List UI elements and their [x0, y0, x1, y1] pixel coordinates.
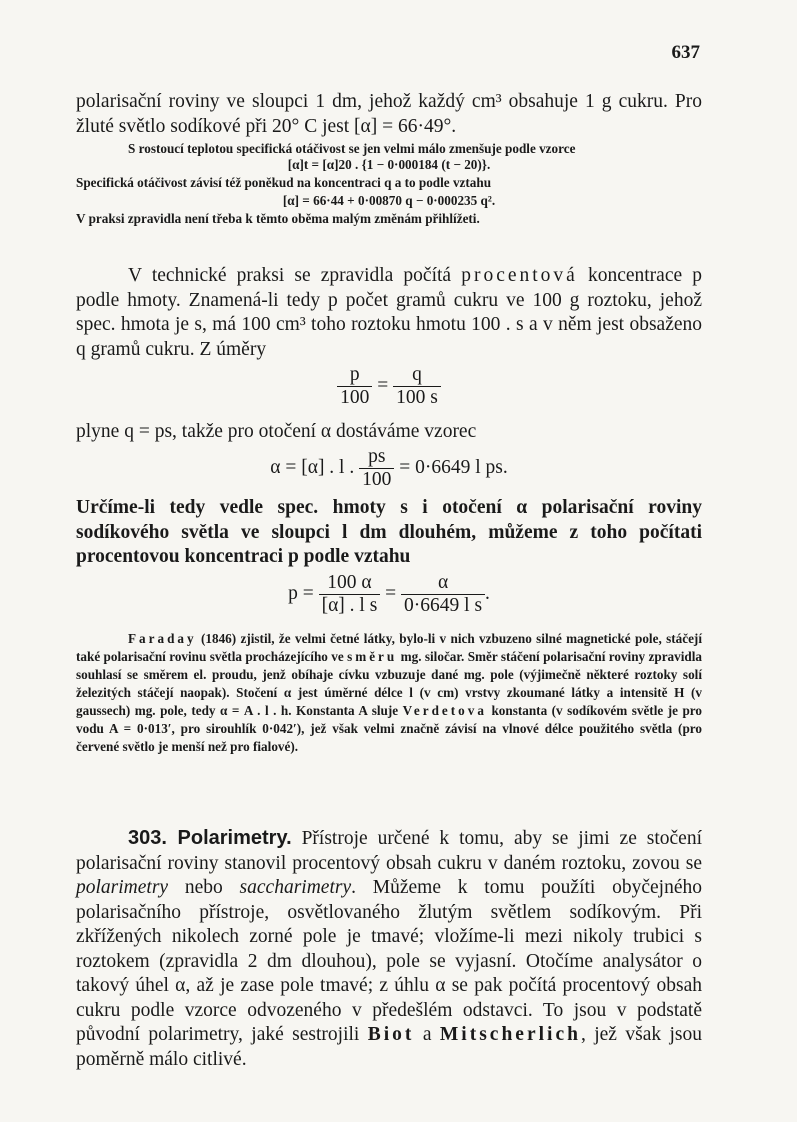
note-text: S rostoucí teplotou specifická otáčivost se jen velmi málo zmenšuje podle vzorce	[128, 141, 576, 156]
text-run: . Můžeme k tomu použíti obyčejného polarisačního přístroje, osvětlovaného žlutým světlem sodíkovým. Při zkřížených nikolech zorné pole je tmavé; vložíme-li mezi nikoly trubici s roztokem (zpravidla 2 dm dlouhou), pole se vyjasní. Otočíme analysátor o takový úhel α, až je zase pole tmavé; z úhlu α se pak počítá procentový obsah cukru podle vzorce odvozeného v předešlém odstavci. To jsou v podstatě původní polarimetry, jaké sestrojili	[76, 877, 702, 1045]
fraction	[393, 364, 441, 409]
text-run: a	[414, 1024, 440, 1045]
paragraph-determination	[76, 496, 702, 570]
name-biot: Biot	[367, 1024, 415, 1045]
period: .	[485, 582, 490, 604]
equation-rotation	[76, 446, 702, 491]
paragraph-technical	[76, 264, 702, 362]
paragraph-intro	[76, 90, 702, 139]
numerator: 100 α	[327, 572, 372, 593]
note-text	[76, 630, 702, 756]
equals-sign: =	[377, 374, 389, 396]
emphasis-procentova: procentová	[461, 265, 578, 286]
denominator: 100	[337, 386, 372, 409]
text-run: koncentrace p podle hmoty. Znamená-li tedy p počet gramů cukru ve 100 g roztoku, jehož spec. hmota je s, má 100 cm³ toho roztoku hmotu 100 . s a v něm jest obsaženo q gramů cukru. Z úměry	[76, 265, 703, 360]
denominator: 100 s	[393, 386, 441, 409]
section-title: 303. Polarimetry.	[128, 827, 292, 849]
paragraph-text: plyne q = ps, takže pro otočení α dostáváme vzorec	[76, 421, 477, 442]
equation-right: = 0·6649 l ps.	[399, 456, 508, 478]
note-temperature	[76, 140, 702, 228]
name-mitscherlich: Mitscherlich	[439, 1024, 581, 1045]
name-verdet: Verdetova	[402, 703, 487, 718]
numerator: p	[349, 364, 360, 385]
numerator: ps	[368, 446, 386, 467]
equals-sign: =	[385, 582, 397, 604]
formula-concentration: [α] = 66·44 + 0·00870 q − 0·000235 q².	[282, 193, 496, 208]
denominator: [α] . l s	[319, 594, 381, 617]
section-polarimetry	[76, 826, 702, 1072]
text-run: (1846) zjistil, že velmi četné látky, bylo-li v nich vzbuzeno silné magnetické pole, stáčejí také polarisační rovinu světla procházejícího ve	[76, 631, 702, 664]
name-faraday: Faraday	[128, 631, 197, 646]
text-run: mg. siločar. Směr stáčení polarisační roviny zpravidla souhlasí se směrem el. proudu, jenž obíhaje cívku vzbuzuje dané mg. pole (výjimečně některé roztoky solí železitých stáčejí naopak). Stočení α jest úměrné délce l (v cm) vrstvy zkoumané látky a intensitě H (v gaussech) mg. pole, tedy α = A . l . h. Konstanta A sluje	[76, 649, 702, 718]
term-saccharimetry: saccharimetry	[239, 877, 352, 898]
text-run: V technické praksi se zpravidla počítá	[128, 265, 462, 286]
equation-left: p =	[288, 582, 314, 604]
denominator: 100	[359, 468, 394, 491]
numerator: q	[412, 364, 422, 385]
denominator: 0·6649 l s	[401, 594, 485, 617]
text-run: konstanta (v sodíkovém světle je pro vodu A = 0·013′, pro sirouhlík 0·042′), jež však velmi značně závisí na vlnové délce použitého světla (pro červené světlo je menší než pro fialové).	[76, 703, 702, 754]
paragraph-text	[76, 826, 702, 1072]
note-text-practice: V praksi zpravidla není třeba k těmto oběma malým změnám přihlížeti.	[76, 211, 480, 226]
paragraph-text: Určíme-li tedy vedle spec. hmoty s i otočení α polarisační roviny sodíkového světla ve sloupci l dm dlouhém, můžeme z toho počítati procentovou koncentraci p podle vztahu	[76, 497, 702, 567]
equation-left: α = [α] . l .	[270, 456, 355, 478]
note-faraday	[76, 630, 702, 756]
paragraph-text: polarisační roviny ve sloupci 1 dm, jehož každý cm³ obsahuje 1 g cukru. Pro žluté světlo sodíkové při 20° C jest [α] = 66·49°.	[76, 91, 702, 137]
fraction	[401, 572, 485, 617]
fraction	[319, 572, 381, 617]
paragraph-text	[76, 264, 702, 362]
equation-proportion	[76, 364, 702, 409]
term-polarimetry: polarimetry	[76, 877, 169, 898]
formula-temperature: [α]t = [α]20 . {1 − 0·000184 (t − 20)}.	[287, 157, 491, 172]
note-text-concentration: Specifická otáčivost závisí též poněkud na koncentraci q a to podle vztahu	[76, 175, 492, 190]
emphasis-smeru: směru	[347, 649, 398, 664]
equation-concentration	[76, 572, 702, 617]
numerator: α	[437, 572, 449, 593]
page-number: 637	[671, 42, 700, 63]
fraction	[359, 446, 394, 491]
text-run: Přístroje určené k tomu, aby se jimi ze stočení polarisační roviny stanovil procentový obsah cukru v daném roztoku, zovou se	[76, 828, 702, 874]
fraction	[337, 364, 372, 409]
text-run: , jež však jsou poměrně málo citlivé.	[76, 1024, 703, 1070]
text-run: nebo	[168, 877, 240, 898]
paragraph-yields	[76, 420, 702, 445]
